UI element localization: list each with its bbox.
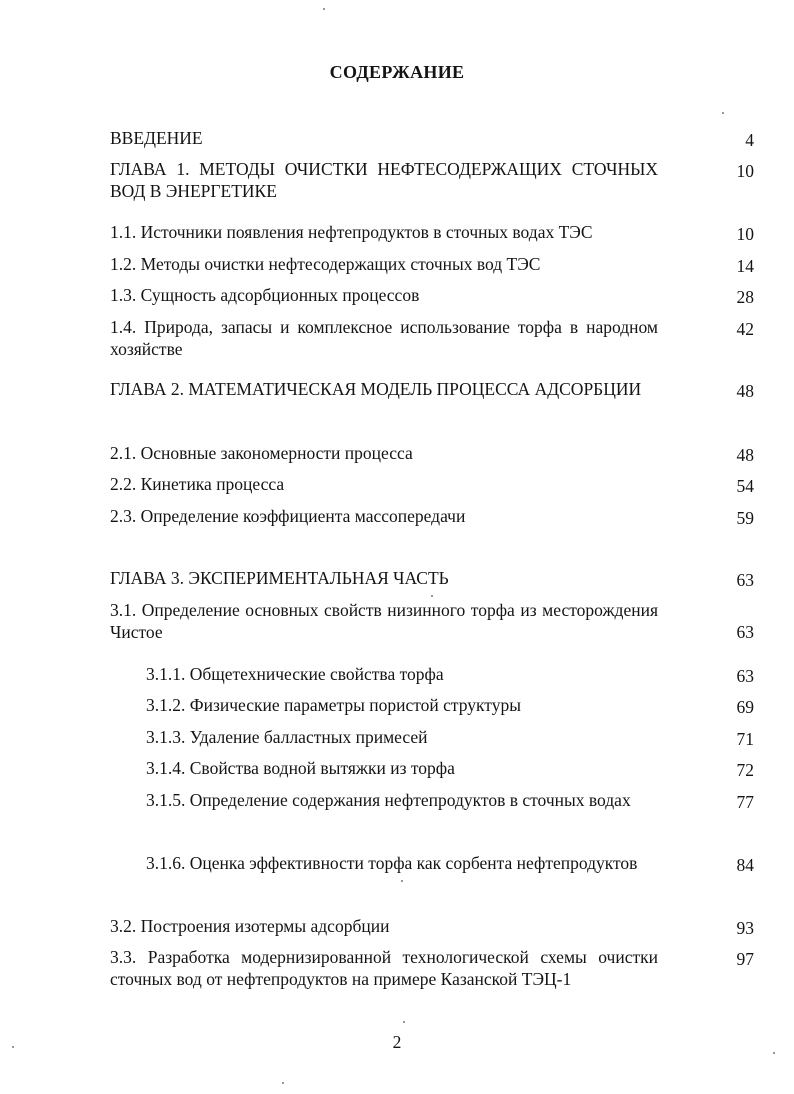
toc-entry-page: 48 (736, 445, 754, 465)
toc-entry-page: 59 (736, 508, 754, 528)
toc-entry-text: 3.1.6. Оценка эффективности торфа как сорбента нефтепродуктов (146, 853, 638, 873)
toc-entry-text: 2.1. Основные закономерности процесса (110, 443, 413, 463)
page-number: 2 (392, 1032, 402, 1052)
toc-entry-text: 3.1.5. Определение содержания нефтепродуктов в сточных водах (146, 790, 631, 810)
scan-speck (282, 1082, 284, 1084)
toc-entry-page: 42 (736, 319, 754, 339)
scan-speck (401, 880, 403, 882)
toc-entry-page: 63 (736, 570, 754, 590)
toc-entry-text: 3.2. Построения изотермы адсорбции (110, 916, 390, 936)
scan-speck (431, 595, 433, 597)
toc-entry-page: 54 (736, 476, 754, 496)
toc-title: СОДЕРЖАНИЕ (329, 62, 465, 82)
toc-entry-page: 77 (736, 792, 754, 812)
toc-entry-page: 72 (736, 760, 754, 780)
toc-entry-page: 71 (736, 729, 754, 749)
toc-entry-text: 1.4. Природа, запасы и комплексное использование торфа в народном хозяйстве (110, 317, 658, 359)
toc-entry-text: 2.3. Определение коэффициента массопередачи (110, 506, 466, 526)
scan-speck (403, 1021, 405, 1023)
toc-entry-page: 63 (736, 622, 754, 642)
toc-entry-text: 1.3. Сущность адсорбционных процессов (110, 285, 420, 305)
toc-entry-page: 97 (736, 949, 754, 969)
toc-entry-page: 4 (745, 130, 754, 150)
toc-entry-text: ГЛАВА 2. МАТЕМАТИЧЕСКАЯ МОДЕЛЬ ПРОЦЕССА АДСОРБЦИИ (110, 379, 642, 399)
scan-speck (323, 8, 325, 10)
toc-entry-text: 3.1.3. Удаление балластных примесей (146, 727, 428, 747)
toc-entry-text: 3.3. Разработка модернизированной технологической схемы очистки сточных вод от нефтепродуктов на примере Казанской ТЭЦ-1 (110, 947, 658, 989)
toc-entry-text: ГЛАВА 1. МЕТОДЫ ОЧИСТКИ НЕФТЕСОДЕРЖАЩИХ СТОЧНЫХ ВОД В ЭНЕРГЕТИКЕ (110, 159, 658, 201)
toc-entry-text: 3.1.1. Общетехнические свойства торфа (146, 664, 444, 684)
toc-entry-text: 1.2. Методы очистки нефтесодержащих сточных вод ТЭС (110, 254, 541, 274)
toc-entry-text: ГЛАВА 3. ЭКСПЕРИМЕНТАЛЬНАЯ ЧАСТЬ (110, 568, 449, 588)
toc-entry-page: 84 (736, 855, 754, 875)
toc-entry-text: 2.2. Кинетика процесса (110, 474, 285, 494)
toc-entry-text: 3.1. Определение основных свойств низинного торфа из месторождения Чистое (110, 600, 658, 642)
scan-speck (773, 1052, 775, 1054)
toc-entry-text: 3.1.4. Свойства водной вытяжки из торфа (146, 758, 455, 778)
toc-entry-text: 3.1.2. Физические параметры пористой структуры (146, 695, 521, 715)
toc-entry-page: 10 (736, 161, 754, 181)
toc-entry-text: 1.1. Источники появления нефтепродуктов в сточных водах ТЭС (110, 222, 593, 242)
toc-entry-text: ВВЕДЕНИЕ (110, 128, 203, 148)
toc-entry-page: 63 (736, 666, 754, 686)
toc-entry-page: 69 (736, 697, 754, 717)
toc-entry-page: 10 (736, 224, 754, 244)
toc-entry-page: 14 (736, 256, 754, 276)
scan-speck (722, 112, 724, 114)
scan-speck (12, 1046, 14, 1048)
toc-entry-page: 93 (736, 918, 754, 938)
toc-entry-page: 28 (736, 287, 754, 307)
toc-entry-page: 48 (736, 381, 754, 401)
